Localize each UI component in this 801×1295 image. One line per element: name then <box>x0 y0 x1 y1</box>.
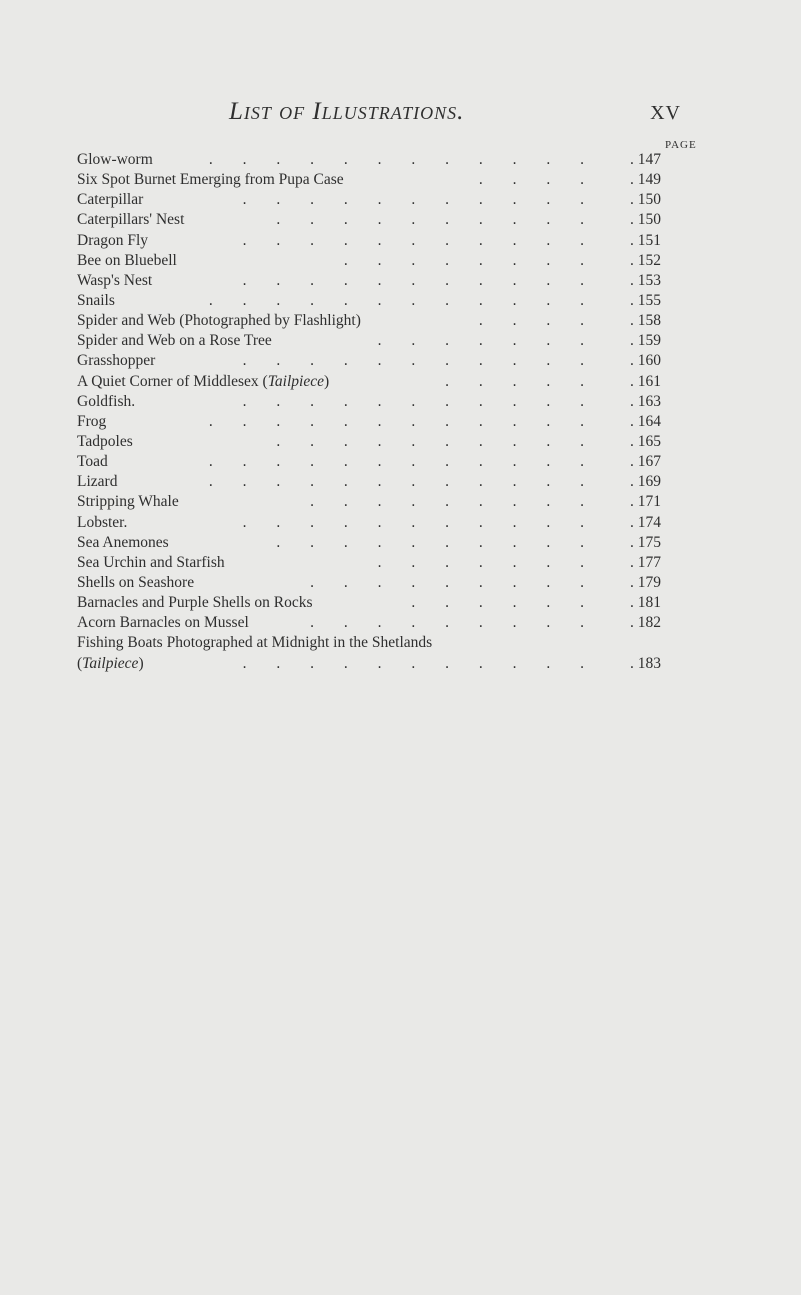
entry-page: . 164 <box>630 412 661 432</box>
list-item <box>77 593 677 613</box>
leader-dots: . . . . . . . . . . . . <box>208 473 597 491</box>
entry-title: Dragon Fly <box>77 231 149 249</box>
entry-title: Tadpoles <box>77 432 133 450</box>
leader-dots: . . . . . . . <box>377 553 597 571</box>
entry-page: . 150 <box>630 210 661 230</box>
list-item <box>77 613 677 633</box>
leader-dots: . . . . <box>478 171 597 189</box>
entry-page: . 150 <box>630 190 661 210</box>
leader-dots: . . . . . . . . . . . <box>242 231 597 249</box>
entry-title: Spider and Web (Photographed by Flashlight) <box>77 312 361 330</box>
entry-title: Lizard <box>77 473 118 491</box>
entry-page: . 158 <box>630 311 661 331</box>
entry-page: . 171 <box>630 492 661 512</box>
illustrations-list <box>77 150 677 674</box>
entry-page: . 161 <box>630 372 661 392</box>
leader-dots: . . . . . . . . . . . . <box>208 151 597 168</box>
entry-title: Caterpillar <box>77 191 144 209</box>
entry-title: Six Spot Burnet Emerging from Pupa Case <box>77 171 344 189</box>
entry-title: Barnacles and Purple Shells on Rocks <box>77 594 313 612</box>
leader-dots: . . . . . . . . . . . <box>242 191 597 209</box>
list-item <box>77 372 677 392</box>
entry-title: Frog <box>77 412 107 430</box>
entry-page: . 165 <box>630 432 661 452</box>
entry-page: . 182 <box>630 613 661 633</box>
list-item <box>77 412 677 432</box>
list-item <box>77 432 677 452</box>
entry-page: . 174 <box>630 513 661 533</box>
entry-title: Stripping Whale <box>77 493 179 511</box>
list-item <box>77 311 677 331</box>
entry-title-continued: (Tailpiece) <box>77 654 144 672</box>
entry-page: . 153 <box>630 271 661 291</box>
leader-dots: . . . . . . . . . . <box>276 533 597 551</box>
leader-dots: . . . . . . . . . . . <box>242 513 597 531</box>
list-item <box>77 150 677 170</box>
leader-dots: . . . . . . . . . . <box>276 432 597 450</box>
entry-page: . 183 <box>630 654 661 674</box>
entry-title: Acorn Barnacles on Mussel <box>77 614 249 632</box>
entry-page: . 152 <box>630 251 661 271</box>
entry-title: Goldfish. <box>77 392 136 410</box>
list-item <box>77 392 677 412</box>
leader-dots: . . . . . . . . . . . <box>242 271 597 289</box>
list-item <box>77 231 677 251</box>
entry-page: . 167 <box>630 452 661 472</box>
list-item <box>77 492 677 512</box>
running-header <box>229 98 681 130</box>
entry-title: Glow-worm <box>77 151 153 168</box>
list-item <box>77 331 677 351</box>
entry-page: . 175 <box>630 533 661 553</box>
entry-title: Snails <box>77 291 115 309</box>
entry-page: . 159 <box>630 331 661 351</box>
list-item <box>77 472 677 492</box>
list-item <box>77 513 677 533</box>
leader-dots: . . . . . . . . <box>343 251 597 269</box>
list-item <box>77 351 677 371</box>
tailpiece-note: Tailpiece <box>82 654 139 672</box>
list-item <box>77 633 677 653</box>
entry-title: A Quiet Corner of Middlesex (Tailpiece) <box>77 372 330 390</box>
page-column-heading: PAGE <box>665 139 697 151</box>
page-number: XV <box>650 102 681 124</box>
leader-dots: . . . . . . . . . <box>310 614 597 632</box>
entry-page: . 155 <box>630 291 661 311</box>
entry-title: Wasp's Nest <box>77 271 153 289</box>
entry-page: . 181 <box>630 593 661 613</box>
entry-title: Sea Anemones <box>77 533 169 551</box>
leader-dots: . . . . . . . . . <box>310 573 597 591</box>
entry-page: . 147 <box>630 150 661 170</box>
entry-title: Caterpillars' Nest <box>77 211 185 229</box>
list-item <box>77 170 677 190</box>
entry-page: . 160 <box>630 351 661 371</box>
list-item <box>77 553 677 573</box>
entry-title: Toad <box>77 453 108 471</box>
entry-page: . 179 <box>630 573 661 593</box>
entry-page: . 177 <box>630 553 661 573</box>
entry-page: . 149 <box>630 170 661 190</box>
entry-page: . 151 <box>630 231 661 251</box>
leader-dots: . . . . <box>478 312 597 330</box>
leader-dots: . . . . . . <box>411 594 597 612</box>
running-title: List of Illustrations. <box>229 98 465 125</box>
entry-page: . 163 <box>630 392 661 412</box>
entry-title: Lobster. <box>77 513 128 531</box>
list-item <box>77 190 677 210</box>
leader-dots: . . . . . . . . . . . <box>242 654 597 672</box>
entry-title: Spider and Web on a Rose Tree <box>77 332 272 350</box>
list-item <box>77 210 677 230</box>
leader-dots: . . . . . . . . . . . . <box>208 412 597 430</box>
entry-title: Shells on Seashore <box>77 573 195 591</box>
list-item <box>77 291 677 311</box>
list-item <box>77 251 677 271</box>
list-item <box>77 533 677 553</box>
list-item-continuation <box>77 654 677 674</box>
leader-dots: . . . . . . . . . . . <box>242 392 597 410</box>
leader-dots: . . . . . . . . . . . . <box>208 453 597 471</box>
entry-title: Bee on Bluebell <box>77 251 177 269</box>
leader-dots: . . . . . . . <box>377 332 597 350</box>
leader-dots: . . . . . . . . . . . <box>242 352 597 370</box>
entry-title: Fishing Boats Photographed at Midnight in the Shetlands <box>77 634 433 652</box>
entry-page: . 169 <box>630 472 661 492</box>
leader-dots: . . . . . . . . . <box>310 493 597 511</box>
leader-dots: . . . . . <box>445 372 597 390</box>
entry-title: Grasshopper <box>77 352 156 370</box>
tailpiece-note: Tailpiece <box>267 372 324 390</box>
leader-dots: . . . . . . . . . . <box>276 211 597 229</box>
list-item <box>77 452 677 472</box>
list-item <box>77 271 677 291</box>
entry-title: Sea Urchin and Starfish <box>77 553 225 571</box>
leader-dots: . . . . . . . . . . . . <box>208 291 597 309</box>
list-item <box>77 573 677 593</box>
